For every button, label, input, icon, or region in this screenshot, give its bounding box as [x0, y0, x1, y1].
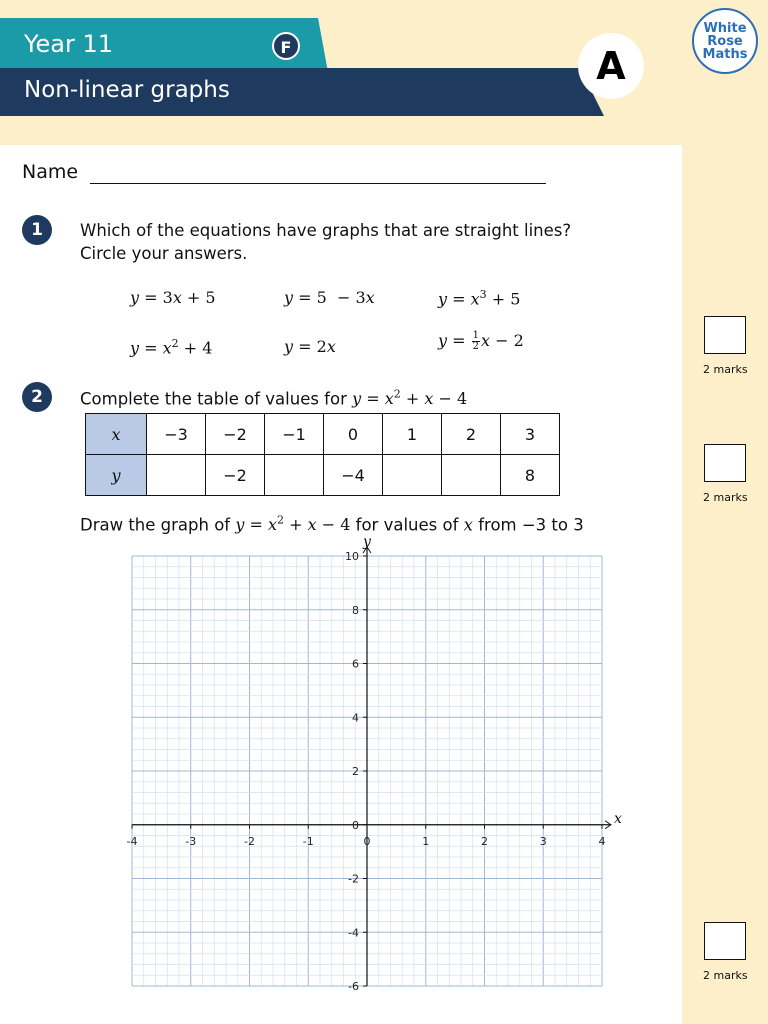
- y-tick-label: 8: [352, 603, 359, 617]
- q2-prompt: Complete the table of values for $y = x^2 + x - 4$: [80, 388, 468, 409]
- y-axis-label: y: [363, 534, 371, 550]
- table-row: [86, 414, 560, 455]
- equation-option[interactable]: y = 2x: [284, 337, 336, 356]
- y-tick-label: -2: [348, 872, 359, 886]
- x-tick-label: -2: [244, 834, 255, 848]
- table-cell: −2: [206, 455, 265, 496]
- table-header-y: y: [86, 455, 147, 496]
- equation-option[interactable]: y = $\frac{1}{2}$ x − 2: [438, 330, 524, 352]
- table-cell-blank[interactable]: [265, 455, 324, 496]
- y-tick-label: 4: [352, 711, 359, 725]
- table-of-values: [85, 413, 560, 496]
- x-tick-label: 3: [539, 834, 547, 848]
- equation-option[interactable]: y = 5 − 3x: [284, 288, 375, 307]
- x-tick-label: 0: [363, 834, 371, 848]
- marks-label: 2 marks: [703, 363, 748, 376]
- graph-grid[interactable]: [120, 536, 620, 996]
- x-tick-label: -3: [185, 834, 197, 848]
- table-cell: 2: [442, 414, 501, 455]
- table-cell: −3: [147, 414, 206, 455]
- table-cell-blank[interactable]: [442, 455, 501, 496]
- marks-label: 2 marks: [703, 491, 748, 504]
- white-rose-logo: White Rose Maths: [692, 8, 758, 74]
- topic-title: Non-linear graphs: [24, 77, 230, 103]
- y-tick-label: 0: [352, 818, 359, 832]
- table-cell: −2: [206, 414, 265, 455]
- table-cell: 8: [501, 455, 560, 496]
- year-label: Year 11: [24, 30, 113, 58]
- question-number-1: 1: [22, 215, 52, 245]
- y-tick-label: -6: [348, 980, 359, 993]
- marks-box[interactable]: [704, 922, 746, 960]
- y-tick-label: 6: [352, 657, 359, 671]
- draw-equation: $y = x^2 + x - 4$: [235, 514, 351, 535]
- table-cell: −1: [265, 414, 324, 455]
- table-cell: 3: [501, 414, 560, 455]
- y-tick-label: 2: [352, 765, 359, 778]
- name-label: Name: [22, 161, 79, 183]
- y-tick-label: 10: [345, 550, 359, 563]
- equation-option[interactable]: y = 3x + 5: [130, 288, 216, 307]
- x-tick-label: -4: [126, 834, 138, 848]
- q1-text-line1: Which of the equations have graphs that are straight lines?: [80, 221, 572, 240]
- table-cell: 0: [324, 414, 383, 455]
- equation-option[interactable]: $y = x^2 + 4$: [130, 337, 213, 358]
- x-tick-label: 4: [598, 834, 606, 848]
- equation-option[interactable]: $y = x^3 + 5$: [438, 288, 521, 309]
- marks-box[interactable]: [704, 316, 746, 354]
- table-row: [86, 455, 560, 496]
- x-tick-label: -1: [302, 834, 314, 848]
- name-write-line[interactable]: [90, 183, 546, 184]
- sheet-letter: A: [578, 33, 644, 99]
- q2-draw-instruction: Draw the graph of $y = x^2 + x - 4$ for values of x from −3 to 3: [80, 514, 584, 535]
- marks-label: 2 marks: [703, 969, 748, 982]
- table-cell: 1: [383, 414, 442, 455]
- table-header-x: x: [86, 414, 147, 455]
- table-cell-blank[interactable]: [383, 455, 442, 496]
- table-cell-blank[interactable]: [147, 455, 206, 496]
- q2-equation: $y = x^2 + x - 4$: [352, 388, 468, 409]
- q1-text-line2: Circle your answers.: [80, 244, 248, 263]
- table-cell: −4: [324, 455, 383, 496]
- y-tick-label: -4: [348, 926, 359, 940]
- marks-box[interactable]: [704, 444, 746, 482]
- x-axis-label: x: [614, 810, 622, 827]
- x-tick-label: 1: [422, 834, 430, 848]
- tier-badge: F: [272, 32, 300, 60]
- x-tick-label: 2: [481, 834, 488, 848]
- question-number-2: 2: [22, 382, 52, 412]
